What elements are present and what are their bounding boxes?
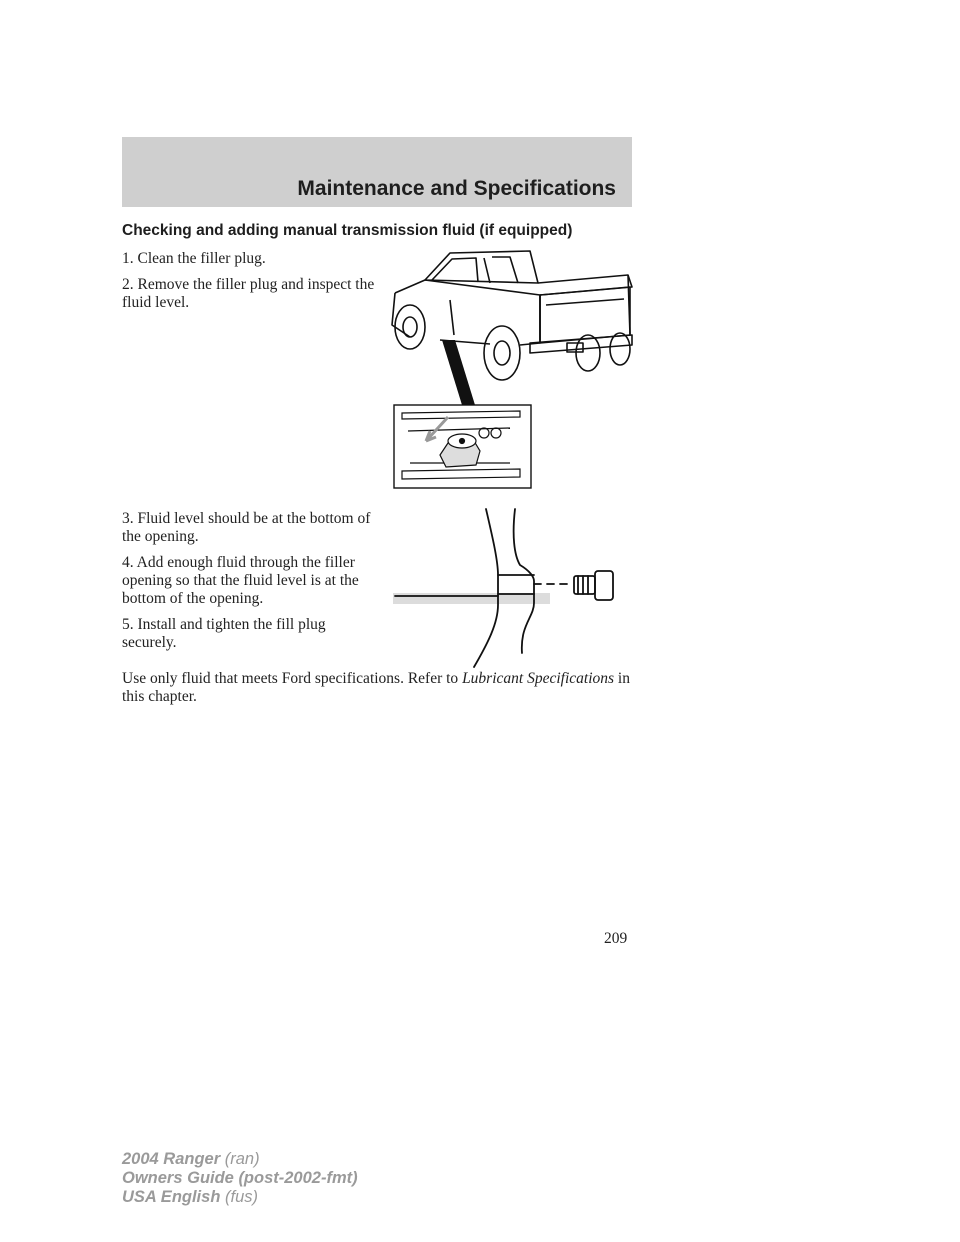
document-footer [122, 1150, 358, 1207]
footer-model-code: (ran) [220, 1150, 260, 1168]
step-5: 5. Install and tighten the fill plug securely. [122, 616, 326, 651]
page-number: 209 [604, 930, 628, 947]
step-2: 2. Remove the filler plug and inspect the fluid level. [122, 276, 375, 311]
footer-model: 2004 Ranger [122, 1150, 221, 1168]
step-3: 3. Fluid level should be at the bottom of the opening. [122, 510, 371, 545]
step-4: 4. Add enough fluid through the filler opening so that the fluid level is at the bottom of the opening. [122, 554, 359, 607]
section-header-title: Maintenance and Specifications [297, 177, 616, 200]
lubricant-specifications-reference: Lubricant Specifications [462, 670, 615, 687]
procedure-heading: Checking and adding manual transmission fluid (if equipped) [122, 222, 573, 239]
note-text-after: in this chapter. [122, 670, 630, 705]
section-header-band [122, 137, 632, 207]
note-text-before: Use only fluid that meets Ford specifications. Refer to [122, 670, 463, 687]
fluid-spec-note [122, 670, 642, 706]
footer-language-code: (fus) [220, 1188, 258, 1206]
step-1: 1. Clean the filler plug. [122, 250, 266, 267]
footer-guide-format: Owners Guide (post-2002-fmt) [122, 1169, 358, 1187]
truck-filler-plug-illustration [380, 245, 640, 495]
fill-plug-fluid-level-illustration [390, 505, 630, 670]
footer-language: USA English [122, 1188, 221, 1206]
